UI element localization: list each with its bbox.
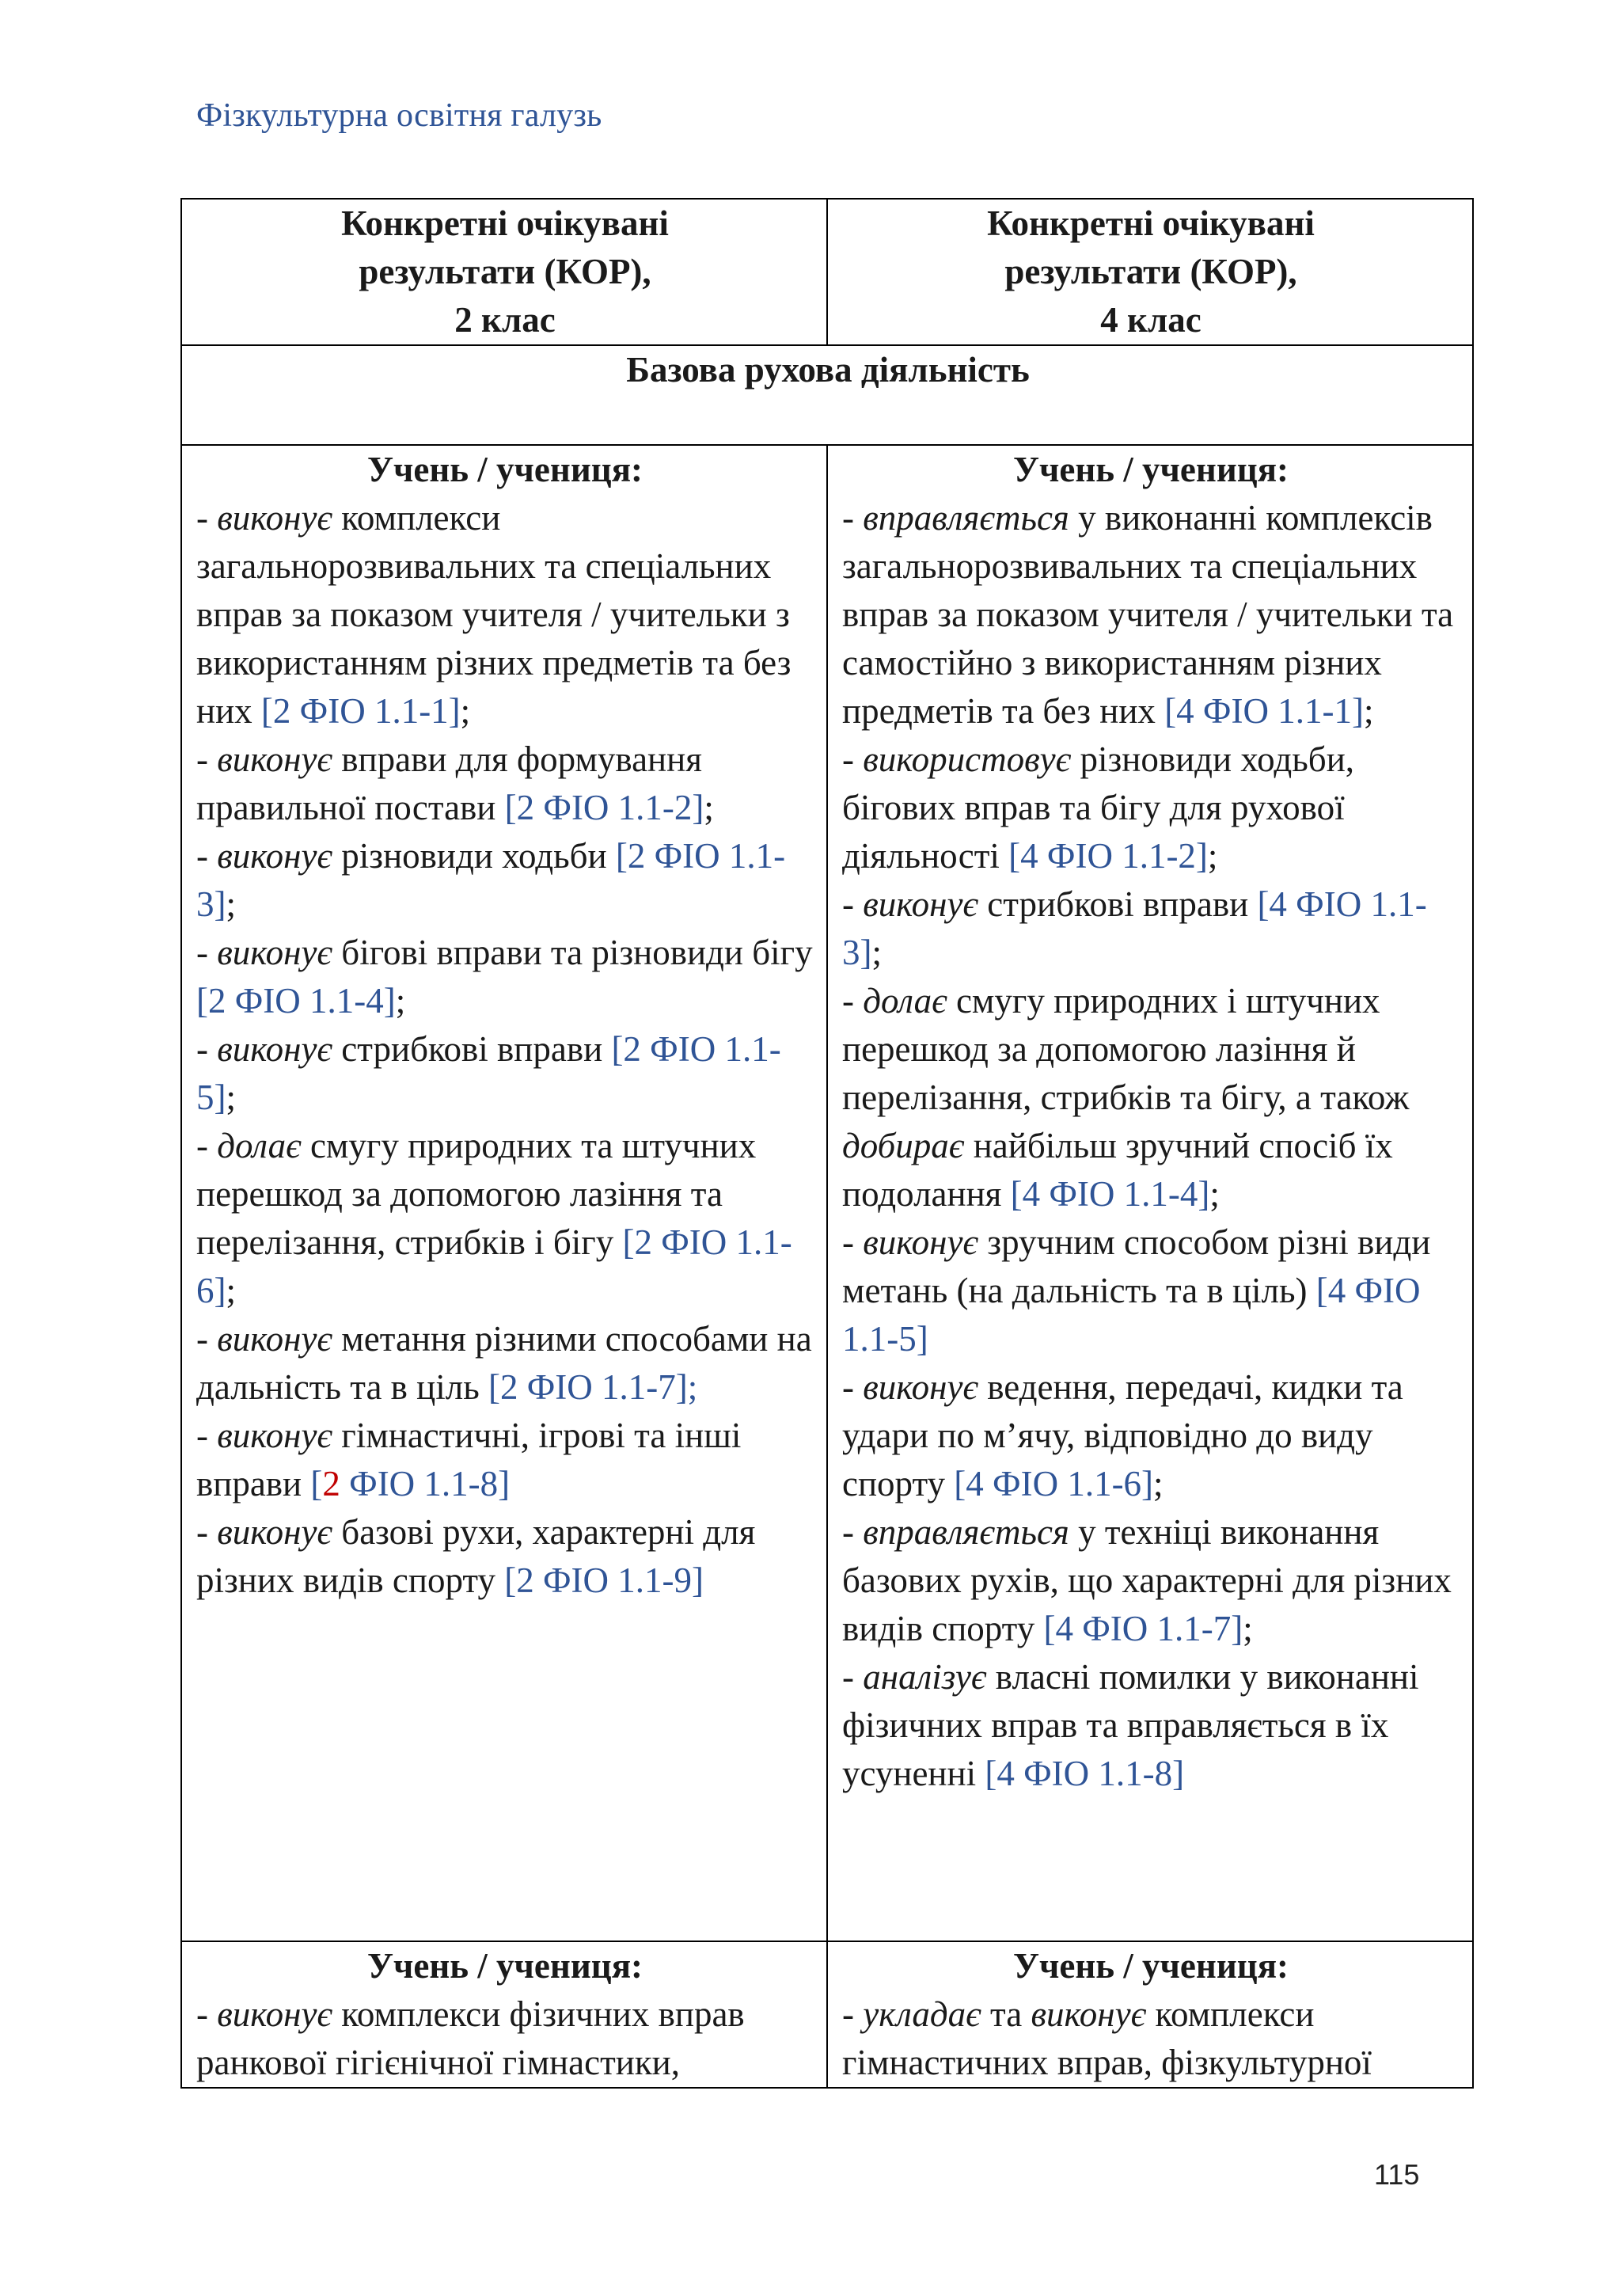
outcome-item: - укладає та виконує комплекси гімнастичних вправ, фізкультурної <box>842 1994 1372 2082</box>
outcome-text: стрибкові вправи <box>332 1029 612 1069</box>
outcome-punctuation: ; <box>1207 836 1218 876</box>
column-header-line: Конкретні очікувані <box>987 203 1315 243</box>
outcome-text: гімнастичні, ігрові та інші вправи <box>196 1416 742 1503</box>
outcome-punctuation: ; <box>226 1078 237 1117</box>
outcome-item: - долає смугу природних і штучних перешкод за допомогою лазіння й перелізання, стрибків та бігу, а також добирає найбільш зручний спосіб їх подолання [4 ФІО 1.1-4]; <box>842 981 1410 1214</box>
outcome-reference-highlight: 2 <box>322 1464 340 1503</box>
column-header-grade-2 <box>181 199 827 345</box>
outcome-verb: долає <box>863 981 947 1021</box>
row-1-left-cell <box>181 445 827 1941</box>
outcome-reference: ФІО 1.1-8] <box>340 1464 511 1503</box>
page-header-title: Фізкультурна освітня галузь <box>196 97 602 134</box>
outcome-verb: виконує <box>217 1994 333 2034</box>
student-label: Учень / учениця: <box>1012 450 1289 489</box>
outcome-punctuation: ; <box>704 788 714 827</box>
outcome-text: смугу природних та штучних перешкод за допомогою лазіння та перелізання, стрибків і бігу <box>196 1126 757 1262</box>
outcome-reference: [ <box>310 1464 323 1503</box>
outcome-text: ведення, передачі, кидки та удари по м’ячу, відповідно до виду спорту <box>842 1367 1403 1503</box>
outcome-verb: добирає <box>842 1126 965 1165</box>
outcome-text: у техніці виконання базових рухів, що характерні для різних видів спорту <box>842 1512 1452 1648</box>
outcome-verb: виконує <box>217 933 333 972</box>
table-header-row <box>181 199 1473 345</box>
outcome-item: - виконує стрибкові вправи [4 ФІО 1.1-3]; <box>842 884 1427 972</box>
outcome-item: - виконує гімнастичні, ігрові та інші вправи [2 ФІО 1.1-8] <box>196 1416 742 1503</box>
outcome-verb: вправляється <box>863 498 1069 538</box>
outcome-reference: [2 ФІО 1.1-3] <box>196 836 786 924</box>
outcome-verb: виконує <box>863 884 979 924</box>
column-header-line: результати (КОР), <box>359 252 651 291</box>
outcome-reference: [2 ФІО 1.1-5] <box>196 1029 781 1117</box>
outcome-reference: [4 ФІО 1.1-6] <box>954 1464 1154 1503</box>
outcome-item: - виконує ведення, передачі, кидки та удари по м’ячу, відповідно до виду спорту [4 ФІО 1.1-6]; <box>842 1367 1403 1503</box>
outcome-reference: [4 ФІО 1.1-8] <box>985 1754 1185 1793</box>
outcome-item: - виконує бігові вправи та різновиди бігу [2 ФІО 1.1-4]; <box>196 933 813 1021</box>
outcome-text: найбільш зручний спосіб їх подолання <box>842 1126 1393 1214</box>
section-title: Базова рухова діяльність <box>181 345 1473 445</box>
column-header-line: 4 клас <box>1100 300 1202 340</box>
outcome-verb: аналізує <box>863 1657 987 1697</box>
outcome-text: метання різними способами на дальність та в ціль <box>196 1319 812 1407</box>
outcome-item: - долає смугу природних та штучних перешкод за допомогою лазіння та перелізання, стрибків і бігу [2 ФІО 1.1-6]; <box>196 1126 792 1310</box>
outcome-text: різновиди ходьби <box>332 836 616 876</box>
column-header-grade-4 <box>827 199 1473 345</box>
outcome-punctuation: ; <box>460 691 471 731</box>
row-2-left-cell <box>181 1941 827 2088</box>
column-header-line: Конкретні очікувані <box>341 203 669 243</box>
outcome-verb: виконує <box>217 836 333 876</box>
student-label: Учень / учениця: <box>366 1946 643 1986</box>
table-row <box>181 445 1473 1941</box>
outcome-reference: [2 ФІО 1.1-2] <box>504 788 704 827</box>
outcome-verb: виконує <box>217 1029 333 1069</box>
outcome-item: - виконує комплекси фізичних вправ ранкової гігієнічної гімнастики, <box>196 1994 745 2082</box>
outcome-list <box>842 1990 1460 2087</box>
outcome-text: власні помилки у виконанні фізичних вправ та вправляється в їх усуненні <box>842 1657 1419 1793</box>
outcome-verb: укладає <box>863 1994 981 2034</box>
outcome-text: та <box>981 1994 1031 2034</box>
outcome-text: зручним способом різні види метань (на дальність та в ціль) <box>842 1222 1431 1310</box>
column-header-line: результати (КОР), <box>1004 252 1297 291</box>
outcome-reference: [4 ФІО 1.1-2] <box>1008 836 1208 876</box>
kor-table <box>180 198 1474 2089</box>
outcome-punctuation: ; <box>871 933 883 972</box>
outcome-verb: виконує <box>217 1319 333 1359</box>
outcome-punctuation: ; <box>1363 691 1374 731</box>
row-2-right-cell <box>827 1941 1473 2088</box>
outcome-text: різновиди ходьби, бігових вправ та бігу для рухової діяльності <box>842 739 1355 876</box>
row-1-right-cell <box>827 445 1473 1941</box>
outcome-reference: [2 ФІО 1.1-9] <box>504 1560 704 1600</box>
outcome-verb: виконує <box>217 739 333 779</box>
column-header-line: 2 клас <box>454 300 556 340</box>
outcome-text: базові рухи, характерні для різних видів спорту <box>196 1512 756 1600</box>
outcome-text: бігові вправи та різновиди бігу <box>332 933 813 972</box>
outcome-verb: використовує <box>863 739 1072 779</box>
outcome-text: комплекси фізичних вправ ранкової гігієнічної гімнастики, <box>196 1994 745 2082</box>
outcome-punctuation: ; <box>1209 1174 1220 1214</box>
outcome-item: - вправляється у техніці виконання базових рухів, що характерні для різних видів спорту [4 ФІО 1.1-7]; <box>842 1512 1452 1648</box>
student-label: Учень / учениця: <box>1012 1946 1289 1986</box>
outcome-verb: виконує <box>863 1367 979 1407</box>
outcome-item: - виконує стрибкові вправи [2 ФІО 1.1-5]; <box>196 1029 781 1117</box>
outcome-item: - вправляється у виконанні комплексів загальнорозвивальних та спеціальних вправ за показом учителя / учительки та самостійно з використанням різних предметів та без них [4 ФІО 1.1-1]; <box>842 498 1454 731</box>
outcome-text: у виконанні комплексів загальнорозвивальних та спеціальних вправ за показом учителя / учительки та самостійно з використанням різних предметів та без них <box>842 498 1454 731</box>
outcome-reference: [2 ФІО 1.1-1] <box>260 691 461 731</box>
outcome-item: - виконує різновиди ходьби [2 ФІО 1.1-3]; <box>196 836 786 924</box>
student-label: Учень / учениця: <box>366 450 643 489</box>
outcome-verb: виконує <box>1031 1994 1147 2034</box>
outcome-list <box>842 494 1460 1798</box>
outcome-reference: [4 ФІО 1.1-4] <box>1010 1174 1210 1214</box>
page-number: 115 <box>1374 2158 1420 2191</box>
outcome-text: смугу природних і штучних перешкод за допомогою лазіння й перелізання, стрибків та бігу, а також <box>842 981 1410 1117</box>
outcome-text: комплекси гімнастичних вправ, фізкультурної <box>842 1994 1372 2082</box>
outcome-punctuation: ; <box>226 1271 237 1310</box>
outcome-item: - виконує зручним способом різні види метань (на дальність та в ціль) [4 ФІО 1.1-5] <box>842 1222 1431 1359</box>
outcome-item: - використовує різновиди ходьби, бігових вправ та бігу для рухової діяльності [4 ФІО 1.1-2]; <box>842 739 1355 876</box>
outcome-text: стрибкові вправи <box>978 884 1258 924</box>
outcome-item: - виконує метання різними способами на дальність та в ціль [2 ФІО 1.1-7]; <box>196 1319 812 1407</box>
outcome-list <box>196 1990 814 2087</box>
outcome-verb: вправляється <box>863 1512 1069 1552</box>
outcome-list <box>196 494 814 1605</box>
table-row <box>181 1941 1473 2088</box>
outcome-punctuation: ; <box>1243 1609 1253 1648</box>
outcome-item: - виконує вправи для формування правильної постави [2 ФІО 1.1-2]; <box>196 739 714 827</box>
outcome-punctuation: ; <box>226 884 237 924</box>
outcome-text: комплекси загальнорозвивальних та спеціальних вправ за показом учителя / учительки з використанням різних предметів та без них <box>196 498 792 731</box>
outcome-item: - виконує комплекси загальнорозвивальних та спеціальних вправ за показом учителя / учительки з використанням різних предметів та без них [2 ФІО 1.1-1]; <box>196 498 792 731</box>
section-row <box>181 345 1473 445</box>
outcome-punctuation: ; <box>1153 1464 1164 1503</box>
outcome-text: вправи для формування правильної постави <box>196 739 702 827</box>
outcome-reference: [4 ФІО 1.1-3] <box>842 884 1427 972</box>
outcome-punctuation: ; <box>395 981 406 1021</box>
outcome-verb: виконує <box>863 1222 979 1262</box>
outcome-reference: [4 ФІО 1.1-5] <box>842 1271 1421 1359</box>
outcome-verb: долає <box>217 1126 302 1165</box>
outcome-verb: виконує <box>217 498 333 538</box>
outcome-reference: [4 ФІО 1.1-7] <box>1043 1609 1243 1648</box>
outcome-verb: виконує <box>217 1416 333 1455</box>
outcome-reference: [2 ФІО 1.1-7]; <box>488 1367 698 1407</box>
outcome-reference: [4 ФІО 1.1-1] <box>1164 691 1364 731</box>
outcome-verb: виконує <box>217 1512 333 1552</box>
outcome-item: - аналізує власні помилки у виконанні фізичних вправ та вправляється в їх усуненні [4 ФІО 1.1-8] <box>842 1657 1419 1793</box>
outcome-reference: [2 ФІО 1.1-6] <box>196 1222 792 1310</box>
outcome-reference: [2 ФІО 1.1-4] <box>196 981 396 1021</box>
outcome-item: - виконує базові рухи, характерні для різних видів спорту [2 ФІО 1.1-9] <box>196 1512 756 1600</box>
